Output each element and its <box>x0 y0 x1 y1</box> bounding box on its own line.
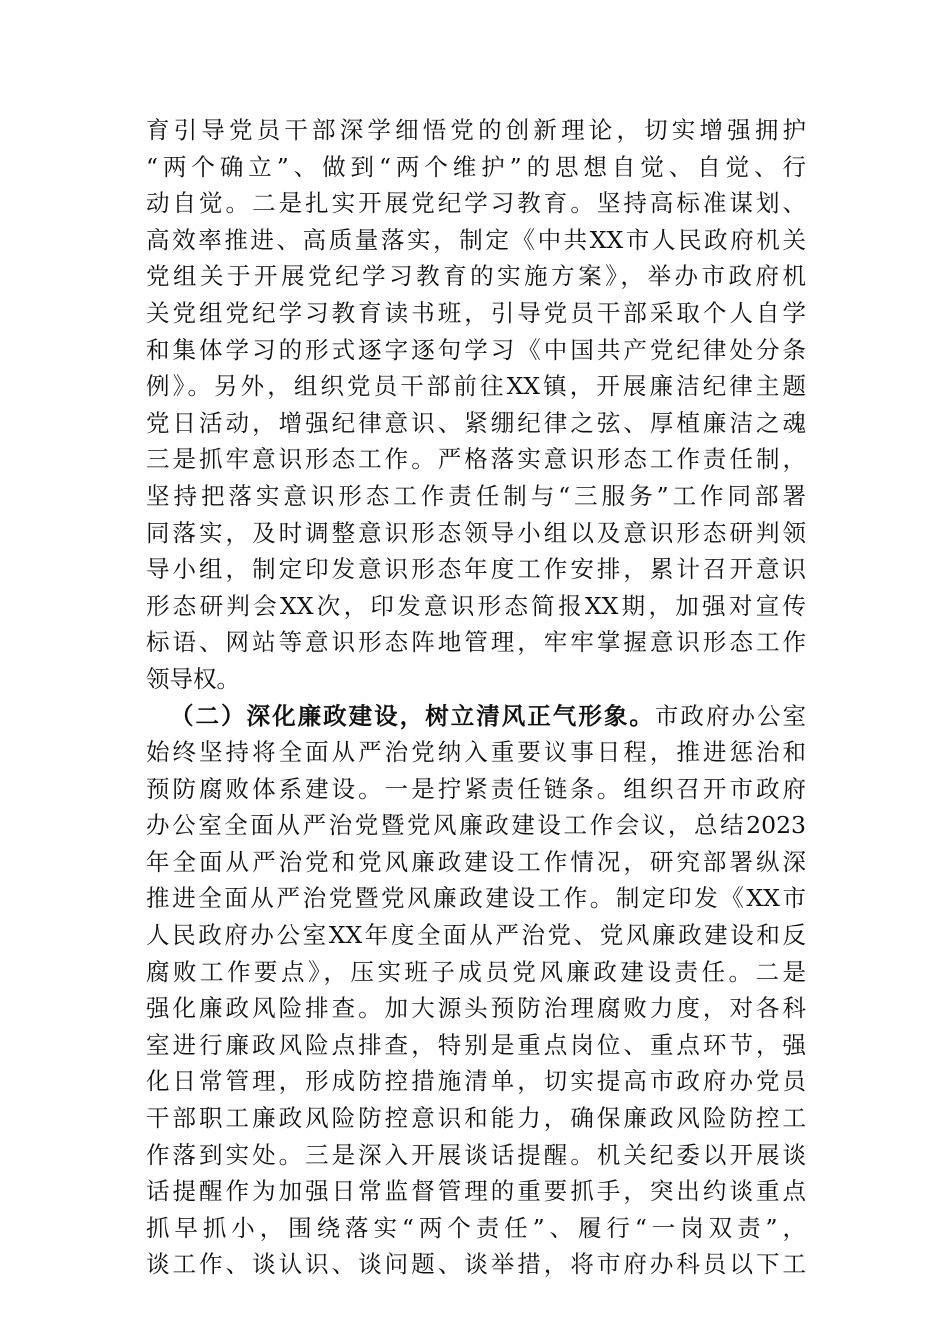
text-line: “两个确立”、做到“两个维护”的思想自觉、自觉、行 <box>146 152 806 181</box>
text-line: 办公室全面从严治党暨党风廉政建设工作会议，总结2023 <box>146 811 806 840</box>
text-line <box>146 698 806 735</box>
section-heading: （二）深化廉政建设，树立清风正气形象。 <box>170 701 655 730</box>
text-line: 推进全面从严治党暨党风廉政建设工作。制定印发《XX市 <box>146 884 806 913</box>
text-line: 关党组党纪学习教育读书班，引导党员干部采取个人自学 <box>146 298 806 327</box>
text-line: 和集体学习的形式逐字逐句学习《中国共产党纪律处分条 <box>146 335 806 364</box>
heading-line-rest: 市政府办公室 <box>654 701 806 730</box>
text-line: 话提醒作为加强日常监督管理的重要抓手，突出约谈重点 <box>146 1177 806 1206</box>
text-line: 党日活动，增强纪律意识、紧绷纪律之弦、厚植廉洁之魂 <box>146 408 806 437</box>
text-line: 干部职工廉政风险防控意识和能力，确保廉政风险防控工 <box>146 1104 806 1133</box>
text-line: 谈工作、谈认识、谈问题、谈举措，将市府办科员以下工 <box>146 1250 806 1279</box>
text-line: 党组关于开展党纪学习教育的实施方案》，举办市政府机 <box>146 262 806 291</box>
document-page <box>146 112 806 1283</box>
text-line: 例》。另外，组织党员干部前往XX镇，开展廉洁纪律主题 <box>146 372 806 401</box>
text-line: 人民政府办公室XX年度全面从严治党、党风廉政建设和反 <box>146 921 806 950</box>
text-line: 高效率推进、高质量落实，制定《中共XX市人民政府机关 <box>146 225 806 254</box>
text-line: 作落到实处。三是深入开展谈话提醒。机关纪委以开展谈 <box>146 1140 806 1169</box>
text-line: 室进行廉政风险点排查，特别是重点岗位、重点环节，强 <box>146 1030 806 1059</box>
text-line: 育引导党员干部深学细悟党的创新理论，切实增强拥护 <box>146 116 806 144</box>
text-line: 化日常管理，形成防控措施清单，切实提高市政府办党员 <box>146 1067 806 1096</box>
text-line: 抓早抓小，围绕落实“两个责任”、履行“一岗双责”， <box>146 1213 806 1242</box>
text-line: 年全面从严治党和党风廉政建设工作情况，研究部署纵深 <box>146 847 806 876</box>
text-line: 领导权。 <box>146 664 240 693</box>
paragraph-2 <box>146 698 806 1284</box>
text-line: 导小组，制定印发意识形态年度工作安排，累计召开意识 <box>146 555 806 584</box>
text-line: 形态研判会XX次，印发意识形态简报XX期，加强对宣传 <box>146 591 806 620</box>
text-line: 始终坚持将全面从严治党纳入重要议事日程，推进惩治和 <box>146 738 806 767</box>
paragraph-1 <box>146 112 806 698</box>
text-line: 坚持把落实意识形态工作责任制与“三服务”工作同部署 <box>146 481 806 510</box>
text-line: 同落实，及时调整意识形态领导小组以及意识形态研判领 <box>146 518 806 547</box>
text-line: 三是抓牢意识形态工作。严格落实意识形态工作责任制， <box>146 445 806 474</box>
text-line: 动自觉。二是扎实开展党纪学习教育。坚持高标准谋划、 <box>146 189 806 218</box>
text-line: 标语、网站等意识形态阵地管理，牢牢掌握意识形态工作 <box>146 628 806 657</box>
text-line: 预防腐败体系建设。一是拧紧责任链条。组织召开市政府 <box>146 774 806 803</box>
text-line: 腐败工作要点》，压实班子成员党风廉政建设责任。二是 <box>146 957 806 986</box>
text-line: 强化廉政风险排查。加大源头预防治理腐败力度，对各科 <box>146 994 806 1023</box>
